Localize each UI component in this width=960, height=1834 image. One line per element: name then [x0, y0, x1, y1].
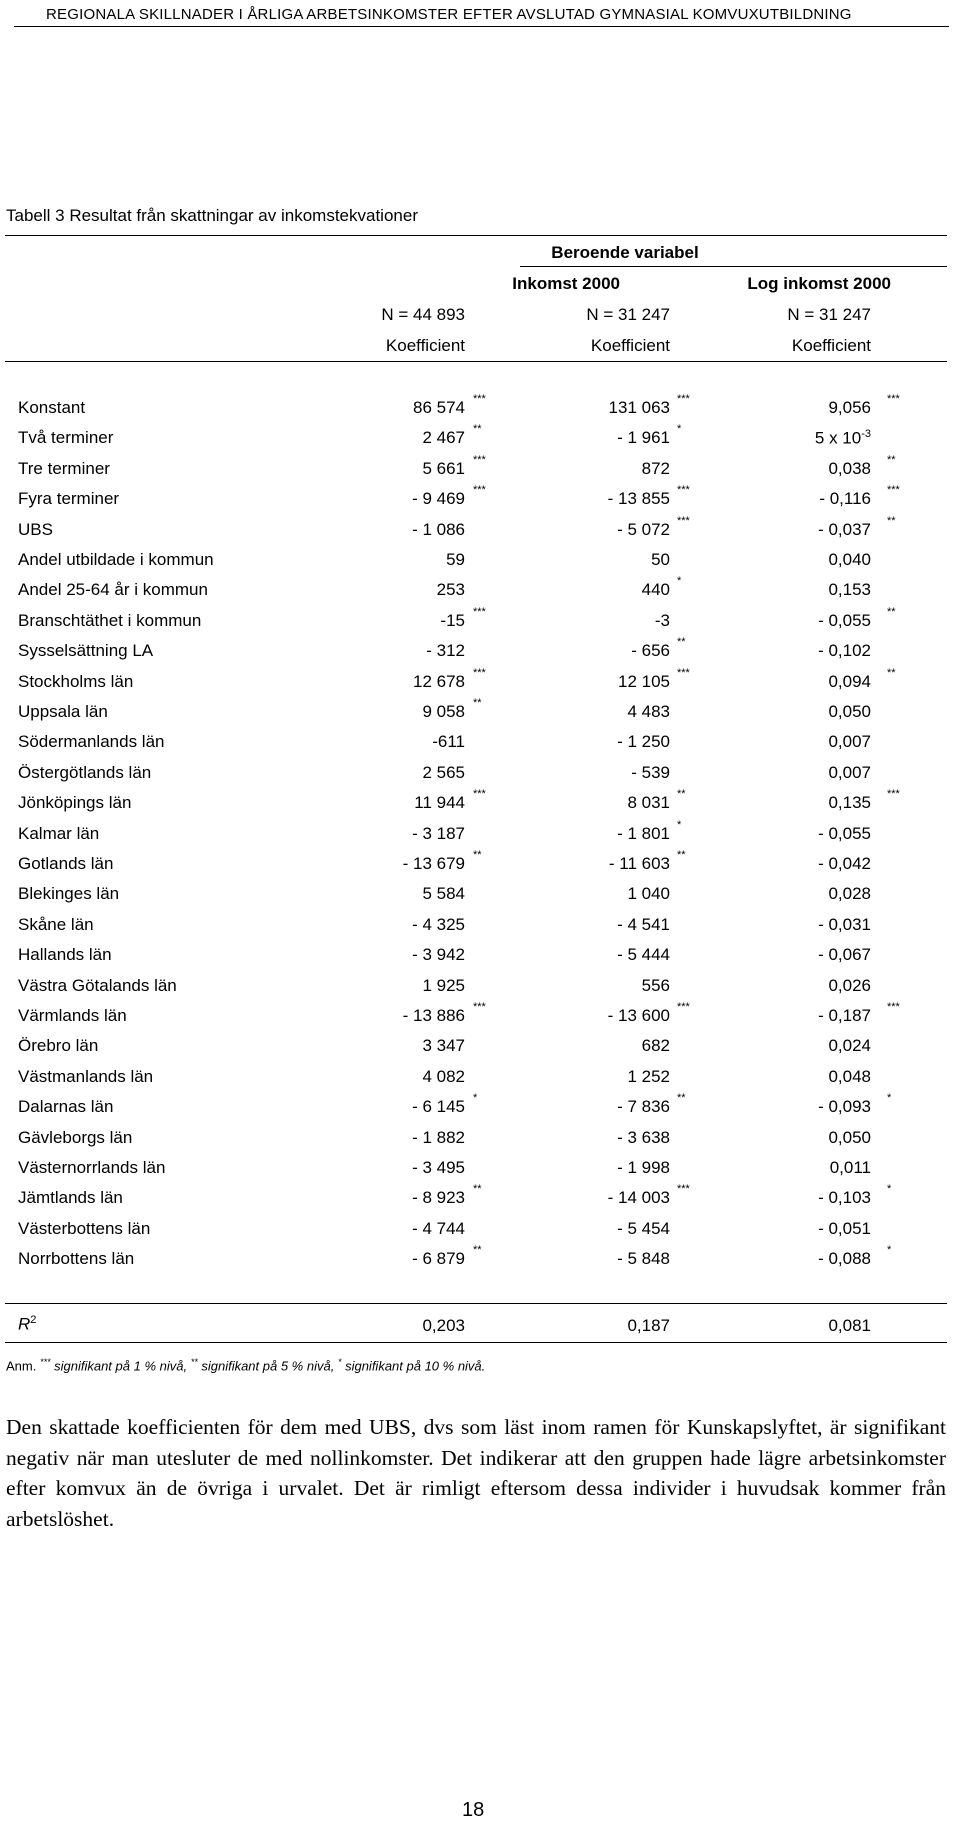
value-log-income: - 0,103 — [818, 1188, 871, 1207]
value-log-income: 0,028 — [828, 884, 871, 903]
value-income-all: 2 467 — [422, 428, 465, 447]
significance-marker-3: * — [887, 1092, 892, 1104]
header-bottom-rule — [5, 361, 947, 362]
value-log-income: - 0,051 — [818, 1219, 871, 1238]
row-label: Dalarnas län — [18, 1097, 114, 1116]
value-log-income: 0,038 — [828, 459, 871, 478]
significance-marker-1: *** — [473, 454, 486, 466]
value-log-income: 9,056 — [828, 398, 871, 417]
value-income: - 14 003 — [607, 1188, 670, 1207]
value-income: 556 — [641, 976, 670, 995]
value-income-all: 12 678 — [413, 672, 465, 691]
row-label: Blekinges län — [18, 884, 120, 903]
significance-marker-3: ** — [887, 667, 896, 679]
significance-marker-3: *** — [887, 484, 900, 496]
value-log-income: 0,135 — [828, 793, 871, 812]
value-log-income: - 0,102 — [818, 641, 871, 660]
value-income: - 3 638 — [617, 1128, 670, 1147]
body-paragraph: Den skattade koefficienten för dem med UBS, dvs som läst inom ramen för Kunskapslyftet, är signifikant negativ när man utesluter de med nollinkomster. Det indikerar att den gruppen hade lägre arbetsinkomster efter komvux än de övriga i urvalet. Det är rimligt eftersom dessa individer i huvudsak kommer från arbetslöshet. — [6, 1415, 946, 1532]
value-income-all: - 9 469 — [412, 489, 465, 508]
value-log-income: 0,011 — [829, 1158, 871, 1177]
significance-marker-3: ** — [887, 606, 896, 618]
row-label: Uppsala län — [18, 702, 108, 721]
row-label: Värmlands län — [18, 1006, 127, 1025]
row-label: Andel utbildade i kommun — [18, 550, 214, 569]
value-log-income: 0,048 — [828, 1067, 871, 1086]
column-header-income: Inkomst 2000 — [512, 274, 620, 293]
coef-label-2: Koefficient — [590, 336, 670, 355]
value-log-income-exponent: -3 — [861, 428, 871, 440]
value-income: - 539 — [631, 763, 670, 782]
value-log-income: - 0,031 — [818, 915, 871, 934]
value-income-all: - 6 879 — [412, 1249, 465, 1268]
value-income: - 656 — [631, 641, 670, 660]
value-income: 4 483 — [627, 702, 670, 721]
value-income: - 1 998 — [617, 1158, 670, 1177]
row-label: Hallands län — [18, 945, 112, 964]
value-income-all: 4 082 — [422, 1067, 465, 1086]
value-log-income: 0,094 — [828, 672, 871, 691]
significance-marker-2: ** — [677, 636, 686, 648]
row-label: Västmanlands län — [18, 1067, 154, 1086]
row-label: Jönköpings län — [18, 793, 132, 812]
significance-marker-3: ** — [887, 515, 896, 527]
significance-marker-2: *** — [677, 393, 690, 405]
value-log-income: 0,050 — [828, 702, 871, 721]
value-log-income: 0,007 — [828, 763, 871, 782]
running-header — [14, 4, 949, 27]
coef-label-3: Koefficient — [791, 336, 871, 355]
value-log-income: 0,024 — [828, 1036, 871, 1055]
r2-label: $R^2$ — [18, 1314, 37, 1334]
significance-marker-1: *** — [473, 606, 486, 618]
value-log-income: - 0,067 — [818, 945, 871, 964]
value-log-income: - 0,042 — [818, 854, 871, 873]
value-income: 12 105 — [618, 672, 670, 691]
value-income-all: - 3 495 — [412, 1158, 465, 1177]
value-log-income-base: 5 x 10 — [814, 428, 862, 448]
value-income: 872 — [641, 459, 670, 478]
significance-marker-3: *** — [887, 788, 900, 800]
value-income-all: - 4 325 — [412, 915, 465, 934]
significance-marker-2: * — [677, 423, 682, 435]
row-label: Kalmar län — [18, 824, 100, 843]
value-income-all: 86 574 — [413, 398, 465, 417]
value-income-all: - 6 145 — [412, 1097, 465, 1116]
value-income-all: 2 565 — [422, 763, 465, 782]
r2-top-rule — [5, 1303, 947, 1304]
column-header-log-income: Log inkomst 2000 — [747, 274, 891, 293]
row-label: Andel 25-64 år i kommun — [18, 580, 208, 599]
significance-marker-1: *** — [473, 484, 486, 496]
row-label: Gävleborgs län — [18, 1128, 133, 1147]
value-income: - 1 250 — [617, 732, 670, 751]
running-title: REGIONALA SKILLNADER I ÅRLIGA ARBETSINKOMSTER EFTER AVSLUTAD GYMNASIAL KOMVUXUTBILDNING — [46, 6, 852, 23]
value-income-all: -15 — [440, 611, 465, 630]
row-label: Västerbottens län — [18, 1219, 151, 1238]
significance-marker-1: *** — [473, 1001, 486, 1013]
row-label: Västernorrlands län — [18, 1158, 166, 1177]
value-income-all: - 8 923 — [412, 1188, 465, 1207]
value-income-all: 5 661 — [422, 459, 465, 478]
value-income: 50 — [651, 550, 670, 569]
row-label: Tre terminer — [18, 459, 110, 478]
value-income-all: 1 925 — [422, 976, 465, 995]
value-income: - 4 541 — [617, 915, 670, 934]
significance-marker-1: ** — [473, 423, 482, 435]
value-log-income: 0,040 — [828, 550, 871, 569]
value-income-all: - 312 — [426, 641, 465, 660]
value-income: 1 040 — [627, 884, 670, 903]
row-label: Konstant — [18, 398, 86, 417]
significance-marker-1: * — [473, 1092, 478, 1104]
value-log-income: 0,153 — [828, 580, 871, 599]
value-income-all: -611 — [432, 732, 465, 751]
value-income-all: - 13 886 — [402, 1006, 465, 1025]
value-log-income: 0,007 — [828, 732, 871, 751]
row-label: Skåne län — [18, 915, 94, 934]
row-label: Branschtäthet i kommun — [18, 611, 202, 630]
sample-size-1: N = 44 893 — [381, 305, 465, 324]
significance-marker-1: ** — [473, 1244, 482, 1256]
row-label: Östergötlands län — [18, 763, 152, 782]
r2-value-2: 0,187 — [627, 1316, 670, 1335]
significance-marker-2: * — [677, 575, 682, 587]
value-log-income: 0,050 — [828, 1128, 871, 1147]
value-log-income — [730, 428, 871, 449]
significance-marker-3: ** — [887, 454, 896, 466]
value-log-income: - 0,037 — [818, 520, 871, 539]
table-caption: Tabell 3 Resultat från skattningar av inkomstekvationer — [6, 206, 418, 225]
table-top-rule — [5, 235, 947, 236]
significance-marker-1: ** — [473, 849, 482, 861]
value-income: - 5 072 — [617, 520, 670, 539]
value-income: - 1 801 — [617, 824, 670, 843]
significance-marker-3: *** — [887, 393, 900, 405]
row-label: Fyra terminer — [18, 489, 120, 508]
value-income: 682 — [641, 1036, 670, 1055]
significance-marker-3: *** — [887, 1001, 900, 1013]
value-income: -3 — [654, 611, 670, 630]
row-label: Norrbottens län — [18, 1249, 135, 1268]
table-bottom-rule — [5, 1342, 947, 1343]
r2-value-3: 0,081 — [828, 1316, 871, 1335]
row-label: Två terminer — [18, 428, 114, 447]
value-income: - 7 836 — [617, 1097, 670, 1116]
significance-marker-2: *** — [677, 667, 690, 679]
value-log-income: - 0,093 — [818, 1097, 871, 1116]
significance-marker-2: ** — [677, 1092, 686, 1104]
significance-marker-2: *** — [677, 484, 690, 496]
coef-label-1: Koefficient — [385, 336, 465, 355]
table-note: Anm. *** signifikant på 1 % nivå, ** signifikant på 5 % nivå, * signifikant på 10 % nivå. — [6, 1357, 486, 1374]
significance-marker-1: *** — [473, 788, 486, 800]
group-header: Beroende variabel — [551, 243, 699, 262]
significance-marker-2: *** — [677, 515, 690, 527]
significance-marker-1: ** — [473, 1183, 482, 1195]
significance-marker-1: *** — [473, 393, 486, 405]
row-label: Gotlands län — [18, 854, 114, 873]
value-log-income: - 0,187 — [818, 1006, 871, 1025]
significance-marker-2: * — [677, 819, 682, 831]
value-income: - 13 855 — [607, 489, 670, 508]
value-income: - 11 603 — [608, 854, 670, 873]
value-income: - 13 600 — [607, 1006, 670, 1025]
row-label: Örebro län — [18, 1036, 99, 1055]
value-log-income: 0,026 — [828, 976, 871, 995]
value-income: - 1 961 — [617, 428, 670, 447]
row-label: Sysselsättning LA — [18, 641, 154, 660]
sample-size-3: N = 31 247 — [787, 305, 871, 324]
value-income-all: 59 — [446, 550, 465, 569]
row-label: Stockholms län — [18, 672, 134, 691]
r2-value-1: 0,203 — [422, 1316, 465, 1335]
significance-marker-3: * — [887, 1183, 892, 1195]
row-label: Västra Götalands län — [18, 976, 177, 995]
value-income: - 5 454 — [617, 1219, 670, 1238]
significance-marker-2: ** — [677, 849, 686, 861]
page-number: 18 — [462, 1799, 485, 1821]
value-income-all: - 1 086 — [412, 520, 465, 539]
significance-marker-2: *** — [677, 1183, 690, 1195]
value-log-income: - 0,116 — [819, 489, 871, 508]
value-income: 1 252 — [627, 1067, 670, 1086]
significance-marker-1: ** — [473, 697, 482, 709]
value-income-all: 9 058 — [422, 702, 465, 721]
value-log-income: - 0,055 — [818, 824, 871, 843]
value-income-all: - 1 882 — [412, 1128, 465, 1147]
value-income-all: 253 — [436, 580, 465, 599]
group-header-rule — [520, 266, 947, 267]
value-income-all: 3 347 — [422, 1036, 465, 1055]
row-label: Södermanlands län — [18, 732, 165, 751]
significance-marker-1: *** — [473, 667, 486, 679]
row-label: UBS — [18, 520, 53, 539]
value-income-all: - 3 942 — [412, 945, 465, 964]
value-log-income: - 0,055 — [818, 611, 871, 630]
value-income-all: 5 584 — [422, 884, 465, 903]
value-income: - 5 848 — [617, 1249, 670, 1268]
value-income: - 5 444 — [617, 945, 670, 964]
value-income-all: - 4 744 — [412, 1219, 465, 1238]
row-label: Jämtlands län — [18, 1188, 123, 1207]
significance-marker-3: * — [887, 1244, 892, 1256]
value-income-all: - 13 679 — [402, 854, 465, 873]
value-income-all: - 3 187 — [412, 824, 465, 843]
significance-marker-2: ** — [677, 788, 686, 800]
significance-marker-2: *** — [677, 1001, 690, 1013]
value-income-all: 11 944 — [414, 793, 465, 812]
value-log-income: - 0,088 — [818, 1249, 871, 1268]
value-income: 8 031 — [627, 793, 670, 812]
sample-size-2: N = 31 247 — [586, 305, 670, 324]
value-income: 131 063 — [608, 398, 670, 417]
value-income: 440 — [641, 580, 670, 599]
